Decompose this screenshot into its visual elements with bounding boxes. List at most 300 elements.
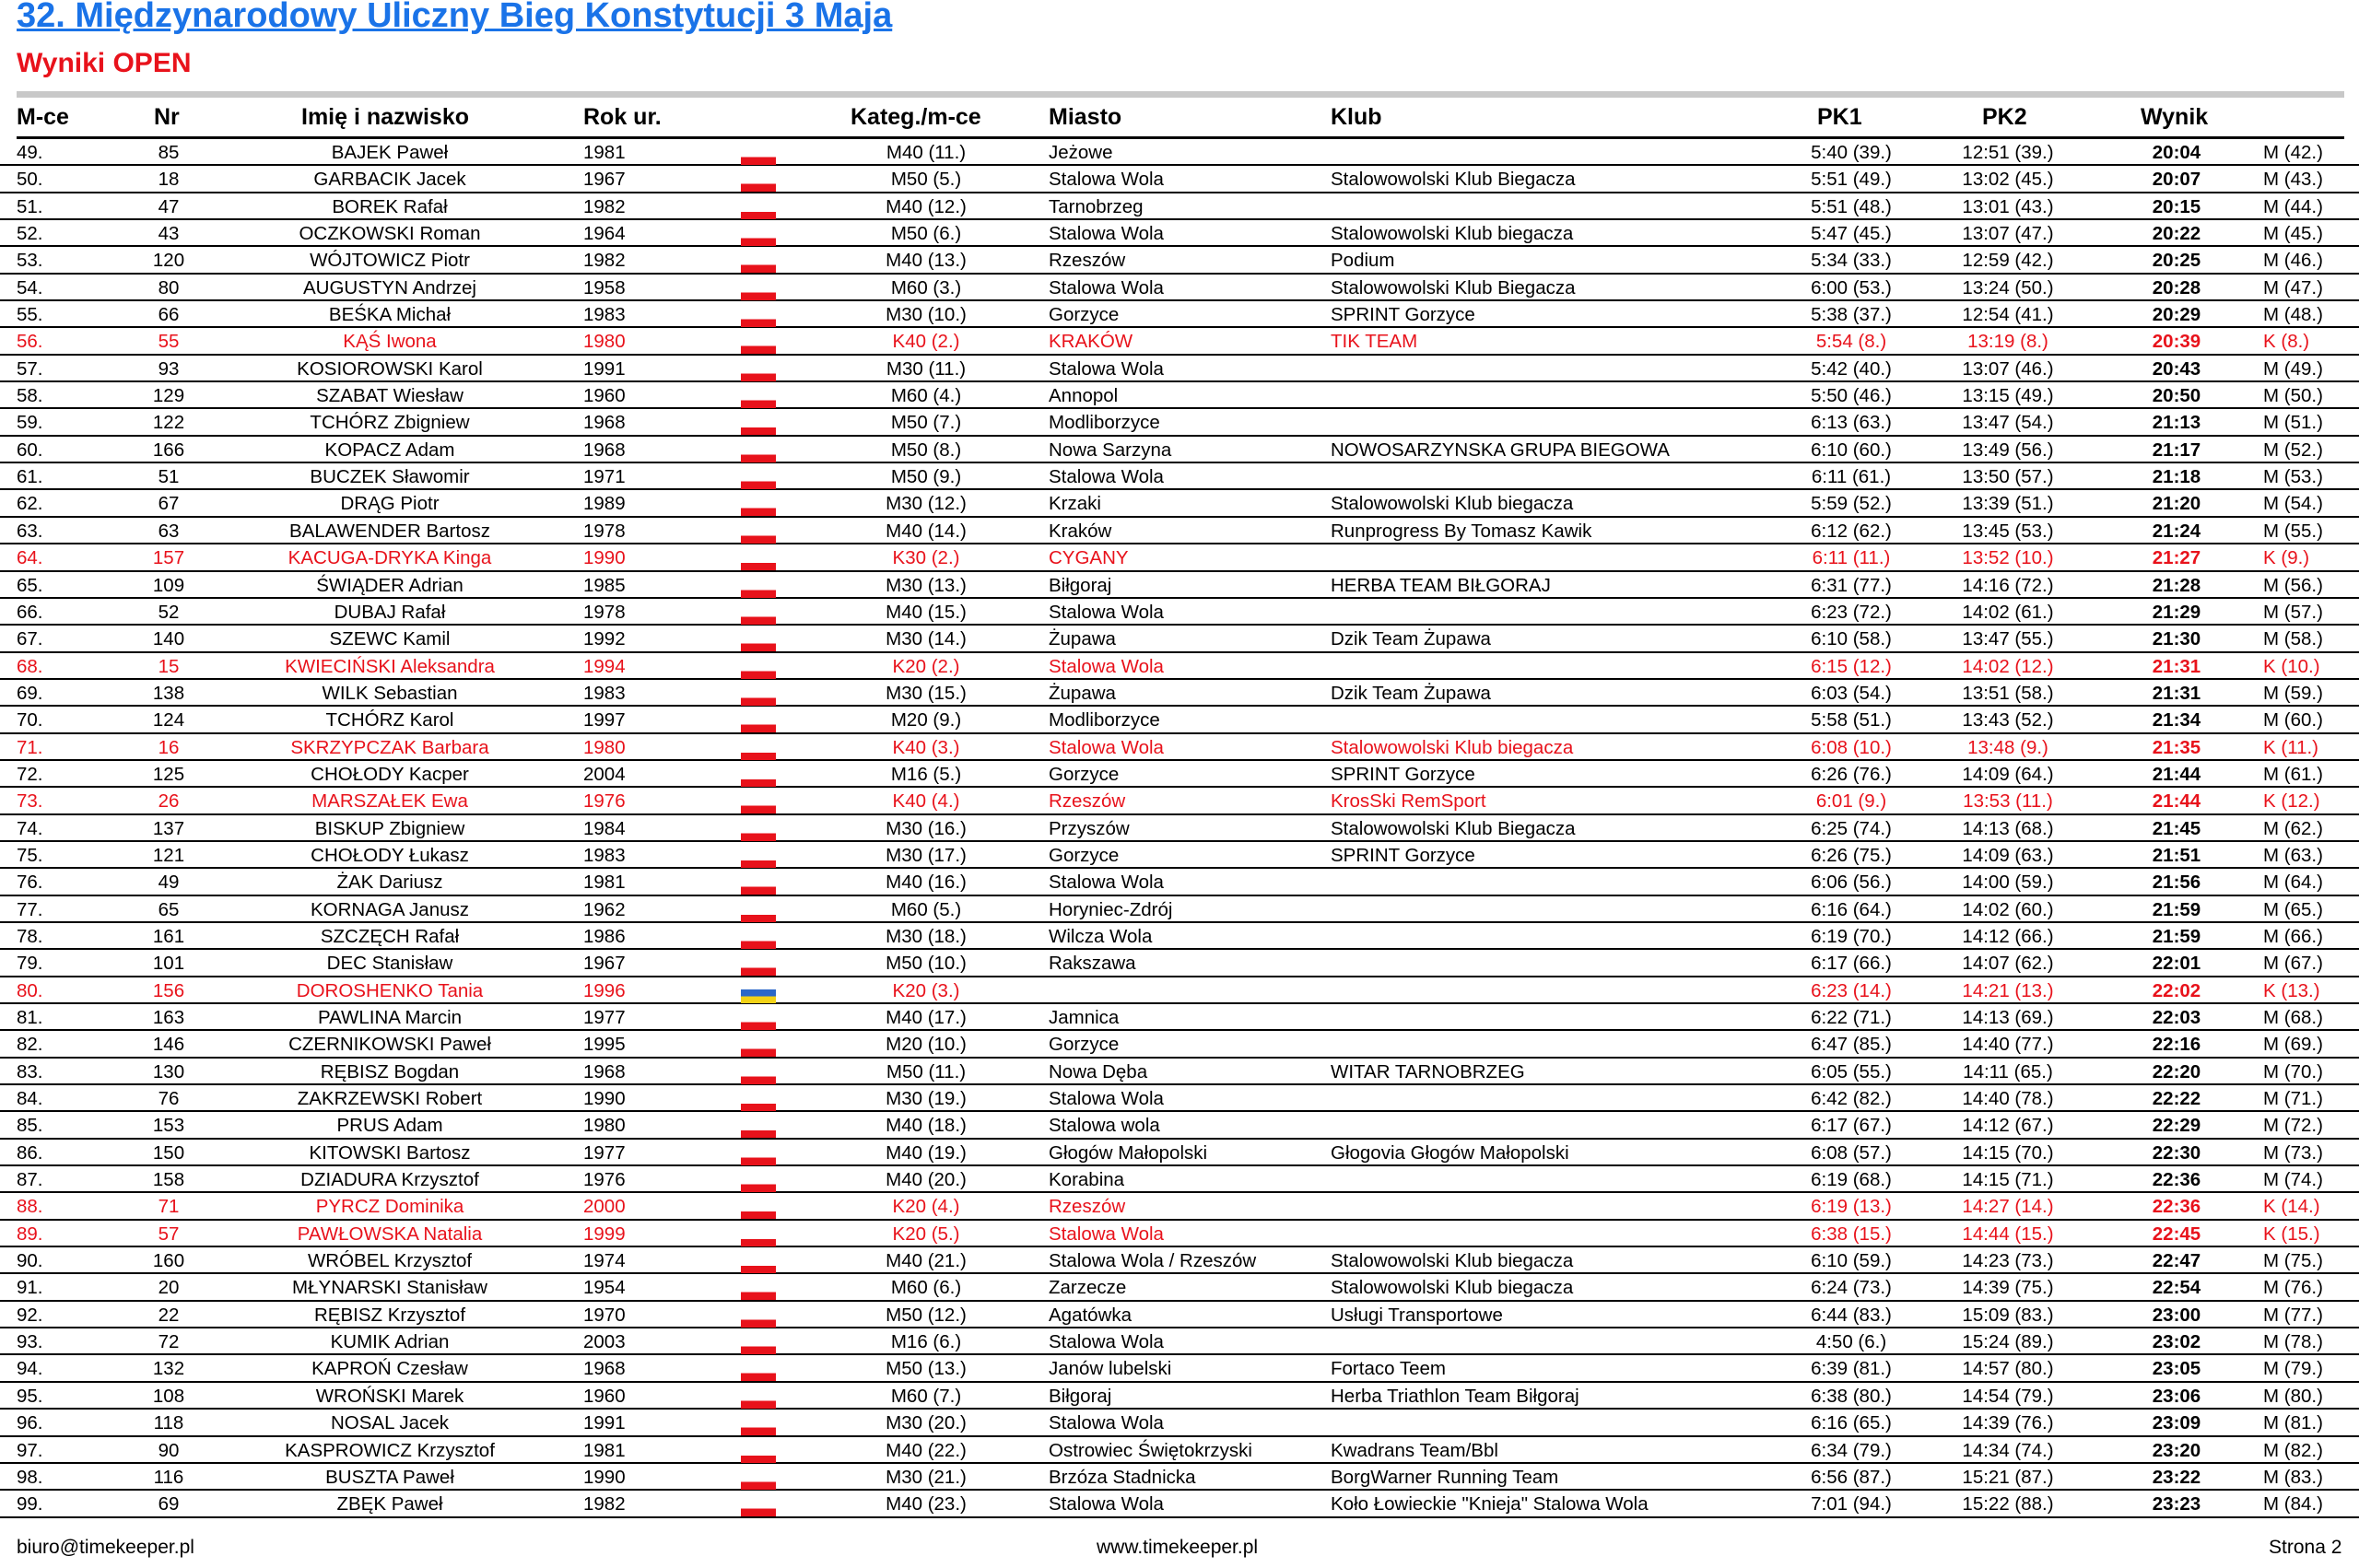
club: Stalowowolski Klub biegacza <box>1331 736 1574 758</box>
city: Stalowa Wola <box>1049 466 1164 488</box>
table-row: 65. 109 ŚWIĄDER Adrian 1985 M30 (13.) Biłgoraj HERBA TEAM BIŁGORAJ 6:31 (77.) 14:16 (72.) 21:28 M (56.) <box>0 572 2359 599</box>
table-row: 49. 85 BAJEK Paweł 1981 M40 (11.) Jeżowe 5:40 (39.) 12:51 (39.) 20:04 M (42.) <box>0 139 2359 166</box>
place: 85. <box>17 1115 43 1137</box>
poland-flag-icon <box>741 1016 776 1030</box>
birth-year: 1986 <box>583 925 626 947</box>
city: Stalowa Wola <box>1049 169 1164 191</box>
gender-place: M (51.) <box>2263 412 2323 434</box>
place: 61. <box>17 466 43 488</box>
birth-year: 2000 <box>583 1196 626 1218</box>
city: Wilcza Wola <box>1049 925 1153 947</box>
gender-place: M (43.) <box>2263 169 2323 191</box>
place: 70. <box>17 709 43 731</box>
place: 53. <box>17 250 43 272</box>
club: Herba Triathlon Team Biłgoraj <box>1331 1385 1579 1407</box>
place: 55. <box>17 304 43 326</box>
poland-flag-icon <box>741 1314 776 1328</box>
place: 99. <box>17 1493 43 1515</box>
place: 67. <box>17 628 43 650</box>
gender-place: M (79.) <box>2263 1358 2323 1380</box>
birth-year: 1982 <box>583 250 626 272</box>
birth-year: 1976 <box>583 790 626 813</box>
table-row: 85. 153 PRUS Adam 1980 M40 (18.) Stalowa wola 6:17 (67.) 14:12 (67.) 22:29 M (72.) <box>0 1112 2359 1139</box>
header-place: M-ce <box>17 104 69 130</box>
club: NOWOSARZYNSKA GRUPA BIEGOWA <box>1331 439 1670 461</box>
gender-place: M (70.) <box>2263 1060 2323 1082</box>
poland-flag-icon <box>741 1503 776 1516</box>
city: Stalowa Wola <box>1049 223 1164 245</box>
poland-flag-icon <box>741 1097 776 1111</box>
poland-flag-icon <box>741 854 776 868</box>
poland-flag-icon <box>741 556 776 570</box>
table-row: 88. 71 PYRCZ Dominika 2000 K20 (4.) Rzeszów 6:19 (13.) 14:27 (14.) 22:36 K (14.) <box>0 1193 2359 1220</box>
table-row: 68. 15 KWIECIŃSKI Aleksandra 1994 K20 (2.) Stalowa Wola 6:15 (12.) 14:02 (12.) 21:31 K (10.) <box>0 653 2359 680</box>
birth-year: 1968 <box>583 439 626 461</box>
table-row: 53. 120 WÓJTOWICZ Piotr 1982 M40 (13.) Rzeszów Podium 5:34 (33.) 12:59 (42.) 20:25 M (46.) <box>0 247 2359 274</box>
gender-place: M (57.) <box>2263 601 2323 623</box>
city: Modliborzyce <box>1049 412 1160 434</box>
birth-year: 1990 <box>583 1088 626 1110</box>
birth-year: 1995 <box>583 1034 626 1056</box>
table-row: 80. 156 DOROSHENKO Tania 1996 K20 (3.) 6:23 (14.) 14:21 (13.) 22:02 K (13.) <box>0 977 2359 1004</box>
birth-year: 1992 <box>583 628 626 650</box>
city: Ostrowiec Świętokrzyski <box>1049 1439 1252 1461</box>
gender-place: M (55.) <box>2263 520 2323 542</box>
table-row: 97. 90 KASPROWICZ Krzysztof 1981 M40 (22.) Ostrowiec Świętokrzyski Kwadrans Team/Bbl 6:34 (79.) 14:34 (74.) 23:20 M (82.) <box>0 1437 2359 1464</box>
birth-year: 1968 <box>583 412 626 434</box>
poland-flag-icon <box>741 259 776 273</box>
place: 94. <box>17 1358 43 1380</box>
club: HERBA TEAM BIŁGORAJ <box>1331 574 1551 596</box>
city: Głogów Małopolski <box>1049 1141 1208 1164</box>
city: Korabina <box>1049 1169 1125 1191</box>
poland-flag-icon <box>741 692 776 706</box>
table-row: 83. 130 RĘBISZ Bogdan 1968 M50 (11.) Nowa Dęba WITAR TARNOBRZEG 6:05 (55.) 14:11 (65.) 22:20 M (70.) <box>0 1059 2359 1085</box>
poland-flag-icon <box>741 1422 776 1435</box>
city: Gorzyce <box>1049 304 1120 326</box>
gender-place: M (66.) <box>2263 925 2323 947</box>
birth-year: 1960 <box>583 385 626 407</box>
gender-place: M (54.) <box>2263 493 2323 515</box>
table-row: 50. 18 GARBACIK Jacek 1967 M50 (5.) Stalowa Wola Stalowowolski Klub Biegacza 5:51 (49.) 13:02 (45.) 20:07 M (43.) <box>0 166 2359 193</box>
gender-place: M (50.) <box>2263 385 2323 407</box>
club: SPRINT Gorzyce <box>1331 763 1475 785</box>
gender-place: M (56.) <box>2263 574 2323 596</box>
poland-flag-icon <box>741 340 776 354</box>
place: 90. <box>17 1250 43 1272</box>
footer-email[interactable]: biuro@timekeeper.pl <box>17 1537 194 1558</box>
gender-place: M (49.) <box>2263 357 2323 380</box>
table-row: 91. 20 MŁYNARSKI Stanisław 1954 M60 (6.) Zarzecze Stalowowolski Klub biegacza 6:24 (73.) 14:39 (75.) 22:54 M (76.) <box>0 1274 2359 1301</box>
table-row: 82. 146 CZERNIKOWSKI Paweł 1995 M20 (10.) Gorzyce 6:47 (85.) 14:40 (77.) 22:16 M (69.) <box>0 1031 2359 1058</box>
place: 91. <box>17 1277 43 1299</box>
city: Żupawa <box>1049 628 1116 650</box>
gender-place: M (69.) <box>2263 1034 2323 1056</box>
club: Stalowowolski Klub biegacza <box>1331 1250 1574 1272</box>
city: Rzeszów <box>1049 250 1126 272</box>
place: 82. <box>17 1034 43 1056</box>
city: Stalowa Wola / Rzeszów <box>1049 1250 1257 1272</box>
header-category: Kateg./m-ce <box>851 104 981 130</box>
birth-year: 1958 <box>583 276 626 298</box>
table-row: 84. 76 ZAKRZEWSKI Robert 1990 M30 (19.) Stalowa Wola 6:42 (82.) 14:40 (78.) 22:22 M (71.) <box>0 1085 2359 1112</box>
club: TIK TEAM <box>1331 331 1418 353</box>
place: 65. <box>17 574 43 596</box>
birth-year: 1984 <box>583 817 626 839</box>
table-row: 90. 160 WRÓBEL Krzysztof 1974 M40 (21.) Stalowa Wola / Rzeszów Stalowowolski Klub biegacza 6:10 (59.) 14:23 (73.) 22:47 M (75.) <box>0 1247 2359 1274</box>
place: 62. <box>17 493 43 515</box>
birth-year: 1968 <box>583 1358 626 1380</box>
place: 57. <box>17 357 43 380</box>
city: Gorzyce <box>1049 1034 1120 1056</box>
gender-place: M (78.) <box>2263 1331 2323 1353</box>
poland-flag-icon <box>741 1286 776 1300</box>
table-row: 56. 55 KĄŚ Iwona 1980 K40 (2.) KRAKÓW TIK TEAM 5:54 (8.) 13:19 (8.) 20:39 K (8.) <box>0 328 2359 355</box>
place: 96. <box>17 1412 43 1434</box>
club: Fortaco Teem <box>1331 1358 1446 1380</box>
header-pk2: PK2 <box>1982 104 2027 130</box>
birth-year: 2003 <box>583 1331 626 1353</box>
poland-flag-icon <box>741 746 776 760</box>
club: Usługi Transportowe <box>1331 1304 1503 1326</box>
header-city: Miasto <box>1049 104 1122 130</box>
gender-place: K (11.) <box>2263 736 2318 758</box>
place: 81. <box>17 1007 43 1028</box>
city: Kraków <box>1049 520 1112 542</box>
poland-flag-icon <box>741 935 776 949</box>
table-row: 67. 140 SZEWC Kamil 1992 M30 (14.) Żupawa Dzik Team Żupawa 6:10 (58.) 13:47 (55.) 21:30 M (58.) <box>0 626 2359 652</box>
poland-flag-icon <box>741 1449 776 1463</box>
poland-flag-icon <box>741 421 776 435</box>
city: KRAKÓW <box>1049 331 1133 353</box>
poland-flag-icon <box>741 773 776 787</box>
table-row: 52. 43 OCZKOWSKI Roman 1964 M50 (6.) Stalowa Wola Stalowowolski Klub biegacza 5:47 (45.) 13:07 (47.) 20:22 M (45.) <box>0 220 2359 247</box>
poland-flag-icon <box>741 205 776 219</box>
poland-flag-icon <box>741 584 776 598</box>
birth-year: 2004 <box>583 763 626 785</box>
birth-year: 1983 <box>583 844 626 866</box>
club: Dzik Team Żupawa <box>1331 628 1491 650</box>
place: 86. <box>17 1141 43 1164</box>
club: KrosSki RemSport <box>1331 790 1486 813</box>
birth-year: 1997 <box>583 709 626 731</box>
gender-place: M (47.) <box>2263 276 2323 298</box>
birth-year: 1981 <box>583 872 626 894</box>
table-row: 60. 166 KOPACZ Adam 1968 M50 (8.) Nowa Sarzyna NOWOSARZYNSKA GRUPA BIEGOWA 6:10 (60.) 13:49 (56.) 21:17 M (52.) <box>0 437 2359 463</box>
city: Biłgoraj <box>1049 1385 1112 1407</box>
city: Horyniec-Zdrój <box>1049 898 1173 920</box>
birth-year: 1990 <box>583 547 626 569</box>
table-row: 74. 137 BISKUP Zbigniew 1984 M30 (16.) Przyszów Stalowowolski Klub Biegacza 6:25 (74.) 14:13 (68.) 21:45 M (62.) <box>0 815 2359 842</box>
poland-flag-icon <box>741 1476 776 1490</box>
birth-year: 1971 <box>583 466 626 488</box>
gender-place: M (61.) <box>2263 763 2323 785</box>
gender-place: M (48.) <box>2263 304 2323 326</box>
birth-year: 1982 <box>583 195 626 217</box>
table-header <box>0 104 2359 139</box>
gender-place: M (83.) <box>2263 1466 2323 1488</box>
poland-flag-icon <box>741 881 776 895</box>
birth-year: 1982 <box>583 1493 626 1515</box>
city: Janów lubelski <box>1049 1358 1172 1380</box>
table-row: 59. 122 TCHÓRZ Zbigniew 1968 M50 (7.) Modliborzyce 6:13 (63.) 13:47 (54.) 21:13 M (51.) <box>0 409 2359 436</box>
poland-flag-icon <box>741 1367 776 1381</box>
poland-flag-icon <box>741 151 776 165</box>
city: Agatówka <box>1049 1304 1133 1326</box>
place: 95. <box>17 1385 43 1407</box>
birth-year: 1968 <box>583 1060 626 1082</box>
gender-place: M (65.) <box>2263 898 2323 920</box>
table-row: 61. 51 BUCZEK Sławomir 1971 M50 (9.) Stalowa Wola 6:11 (61.) 13:50 (57.) 21:18 M (53.) <box>0 463 2359 490</box>
table-row: 71. 16 SKRZYPCZAK Barbara 1980 K40 (3.) Stalowa Wola Stalowowolski Klub biegacza 6:08 (10.) 13:48 (9.) 21:35 K (11.) <box>0 734 2359 761</box>
place: 50. <box>17 169 43 191</box>
table-row: 66. 52 DUBAJ Rafał 1978 M40 (15.) Stalowa Wola 6:23 (72.) 14:02 (61.) 21:29 M (57.) <box>0 599 2359 626</box>
city: Jamnica <box>1049 1007 1120 1028</box>
page-title[interactable]: 32. Międzynarodowy Uliczny Bieg Konstytucji 3 Maja <box>17 0 893 35</box>
city: Jeżowe <box>1049 142 1113 163</box>
table-row: 51. 47 BOREK Rafał 1982 M40 (12.) Tarnobrzeg 5:51 (48.) 13:01 (43.) 20:15 M (44.) <box>0 193 2359 220</box>
gender-place: M (77.) <box>2263 1304 2323 1326</box>
club: Stalowowolski Klub biegacza <box>1331 223 1574 245</box>
city: Stalowa Wola <box>1049 872 1164 894</box>
table-row: 87. 158 DZIADURA Krzysztof 1976 M40 (20.) Korabina 6:19 (68.) 14:15 (71.) 22:36 M (74.) <box>0 1166 2359 1193</box>
table-row: 77. 65 KORNAGA Janusz 1962 M60 (5.) Horyniec-Zdrój 6:16 (64.) 14:02 (60.) 21:59 M (65.) <box>0 896 2359 923</box>
city: Annopol <box>1049 385 1119 407</box>
club: Koło Łowieckie "Knieja" Stalowa Wola <box>1331 1493 1649 1515</box>
table-row: 92. 22 RĘBISZ Krzysztof 1970 M50 (12.) Agatówka Usługi Transportowe 6:44 (83.) 15:09 (83.) 23:00 M (77.) <box>0 1302 2359 1328</box>
gender-place: M (74.) <box>2263 1169 2323 1191</box>
ukraine-flag-icon <box>741 989 776 1003</box>
poland-flag-icon <box>741 449 776 462</box>
poland-flag-icon <box>741 719 776 732</box>
gender-place: M (42.) <box>2263 142 2323 163</box>
poland-flag-icon <box>741 908 776 922</box>
city: Stalowa Wola <box>1049 1223 1164 1245</box>
birth-year: 1985 <box>583 574 626 596</box>
table-row: 76. 49 ŻAK Dariusz 1981 M40 (16.) Stalowa Wola 6:06 (56.) 14:00 (59.) 21:56 M (64.) <box>0 869 2359 895</box>
club: Stalowowolski Klub biegacza <box>1331 1277 1574 1299</box>
city: Krzaki <box>1049 493 1101 515</box>
table-row: 78. 161 SZCZĘCH Rafał 1986 M30 (18.) Wilcza Wola 6:19 (70.) 14:12 (66.) 21:59 M (66.) <box>0 923 2359 950</box>
city: Stalowa Wola <box>1049 1412 1164 1434</box>
place: 92. <box>17 1304 43 1326</box>
poland-flag-icon <box>741 1071 776 1084</box>
gender-place: K (9.) <box>2263 547 2310 569</box>
gender-place: K (12.) <box>2263 790 2320 813</box>
gender-place: M (80.) <box>2263 1385 2323 1407</box>
place: 69. <box>17 682 43 704</box>
header-number: Nr <box>154 104 180 130</box>
club: Stalowowolski Klub Biegacza <box>1331 817 1576 839</box>
poland-flag-icon <box>741 368 776 381</box>
table-row: 62. 67 DRĄG Piotr 1989 M30 (12.) Krzaki Stalowowolski Klub biegacza 5:59 (52.) 13:39 (51.) 21:20 M (54.) <box>0 490 2359 517</box>
city: Tarnobrzeg <box>1049 195 1144 217</box>
club: Głogovia Głogów Małopolski <box>1331 1141 1569 1164</box>
birth-year: 1980 <box>583 1115 626 1137</box>
poland-flag-icon <box>741 475 776 489</box>
birth-year: 1962 <box>583 898 626 920</box>
birth-year: 1967 <box>583 169 626 191</box>
place: 56. <box>17 331 43 353</box>
table-row: 54. 80 AUGUSTYN Andrzej 1958 M60 (3.) Stalowa Wola Stalowowolski Klub Biegacza 6:00 (53.) 13:24 (50.) 20:28 M (47.) <box>0 275 2359 301</box>
poland-flag-icon <box>741 1259 776 1273</box>
place: 52. <box>17 223 43 245</box>
city: Żupawa <box>1049 682 1116 704</box>
birth-year: 1954 <box>583 1277 626 1299</box>
table-row: 81. 163 PAWLINA Marcin 1977 M40 (17.) Jamnica 6:22 (71.) 14:13 (69.) 22:03 M (68.) <box>0 1004 2359 1031</box>
table-row: 73. 26 MARSZAŁEK Ewa 1976 K40 (4.) Rzeszów KrosSki RemSport 6:01 (9.) 13:53 (11.) 21:44 K (12.) <box>0 788 2359 814</box>
gender-place: K (13.) <box>2263 979 2320 1001</box>
club: WITAR TARNOBRZEG <box>1331 1060 1525 1082</box>
poland-flag-icon <box>741 1395 776 1409</box>
birth-year: 1980 <box>583 736 626 758</box>
city: Biłgoraj <box>1049 574 1112 596</box>
birth-year: 1991 <box>583 1412 626 1434</box>
table-row: 64. 157 KACUGA-DRYKA Kinga 1990 K30 (2.) CYGANY 6:11 (11.) 13:52 (10.) 21:27 K (9.) <box>0 544 2359 571</box>
header-club: Klub <box>1331 104 1382 130</box>
table-row: 69. 138 WILK Sebastian 1983 M30 (15.) Żupawa Dzik Team Żupawa 6:03 (54.) 13:51 (58.) 21:31 M (59.) <box>0 680 2359 707</box>
gender-place: M (67.) <box>2263 953 2323 975</box>
poland-flag-icon <box>741 1152 776 1165</box>
place: 97. <box>17 1439 43 1461</box>
city: Stalowa Wola <box>1049 1493 1164 1515</box>
poland-flag-icon <box>741 394 776 408</box>
table-row: 93. 72 KUMIK Adrian 2003 M16 (6.) Stalowa Wola 4:50 (6.) 15:24 (89.) 23:02 M (78.) <box>0 1328 2359 1355</box>
city: Stalowa Wola <box>1049 357 1164 380</box>
place: 59. <box>17 412 43 434</box>
club: BorgWarner Running Team <box>1331 1466 1559 1488</box>
birth-year: 1964 <box>583 223 626 245</box>
gender-place: M (75.) <box>2263 1250 2323 1272</box>
place: 68. <box>17 655 43 677</box>
gender-place: M (53.) <box>2263 466 2323 488</box>
place: 98. <box>17 1466 43 1488</box>
place: 72. <box>17 763 43 785</box>
table-row: 96. 118 NOSAL Jacek 1991 M30 (20.) Stalowa Wola 6:16 (65.) 14:39 (76.) 23:09 M (81.) <box>0 1410 2359 1436</box>
city: Zarzecze <box>1049 1277 1127 1299</box>
poland-flag-icon <box>741 1233 776 1246</box>
birth-year: 1999 <box>583 1223 626 1245</box>
gender-place: M (62.) <box>2263 817 2323 839</box>
place: 49. <box>17 142 43 163</box>
header-pk1: PK1 <box>1817 104 1862 130</box>
table-row: 89. 57 PAWŁOWSKA Natalia 1999 K20 (5.) Stalowa Wola 6:38 (15.) 14:44 (15.) 22:45 K (15.) <box>0 1221 2359 1247</box>
city: Stalowa Wola <box>1049 1331 1164 1353</box>
gender-place: M (64.) <box>2263 872 2323 894</box>
birth-year: 1981 <box>583 1439 626 1461</box>
poland-flag-icon <box>741 1340 776 1354</box>
poland-flag-icon <box>741 313 776 327</box>
birth-year: 1978 <box>583 520 626 542</box>
birth-year: 1977 <box>583 1141 626 1164</box>
birth-year: 1991 <box>583 357 626 380</box>
gender-place: M (45.) <box>2263 223 2323 245</box>
place: 58. <box>17 385 43 407</box>
table-row: 98. 116 BUSZTA Paweł 1990 M30 (21.) Brzóza Stadnicka BorgWarner Running Team 6:56 (87.) 15:21 (87.) 23:22 M (83.) <box>0 1464 2359 1491</box>
gender-place: M (58.) <box>2263 628 2323 650</box>
place: 89. <box>17 1223 43 1245</box>
poland-flag-icon <box>741 665 776 679</box>
birth-year: 1974 <box>583 1250 626 1272</box>
birth-year: 1960 <box>583 1385 626 1407</box>
place: 73. <box>17 790 43 813</box>
city: Rakszawa <box>1049 953 1136 975</box>
place: 66. <box>17 601 43 623</box>
gender-place: M (73.) <box>2263 1141 2323 1164</box>
club: Stalowowolski Klub biegacza <box>1331 493 1574 515</box>
place: 88. <box>17 1196 43 1218</box>
place: 80. <box>17 979 43 1001</box>
table-row: 86. 150 KITOWSKI Bartosz 1977 M40 (19.) Głogów Małopolski Głogovia Głogów Małopolski 6:08 (57.) 14:15 (70.) 22:30 M (73.) <box>0 1140 2359 1166</box>
table-row: 58. 129 SZABAT Wiesław 1960 M60 (4.) Annopol 5:50 (46.) 13:15 (49.) 20:50 M (50.) <box>0 382 2359 409</box>
gender-place: M (63.) <box>2263 844 2323 866</box>
city: Gorzyce <box>1049 844 1120 866</box>
footer-website[interactable]: www.timekeeper.pl <box>1097 1537 1259 1558</box>
city: Modliborzyce <box>1049 709 1160 731</box>
place: 63. <box>17 520 43 542</box>
place: 76. <box>17 872 43 894</box>
club: SPRINT Gorzyce <box>1331 304 1475 326</box>
header-birth-year: Rok ur. <box>583 104 662 130</box>
table-row: 57. 93 KOSIOROWSKI Karol 1991 M30 (11.) Stalowa Wola 5:42 (40.) 13:07 (46.) 20:43 M (49.) <box>0 356 2359 382</box>
city: Stalowa wola <box>1049 1115 1160 1137</box>
gender-place: K (8.) <box>2263 331 2310 353</box>
poland-flag-icon <box>741 1043 776 1057</box>
city: Stalowa Wola <box>1049 601 1164 623</box>
table-row: 79. 101 DEC Stanisław 1967 M50 (10.) Rakszawa 6:17 (66.) 14:07 (62.) 22:01 M (67.) <box>0 950 2359 977</box>
club: Podium <box>1331 250 1395 272</box>
club: Stalowowolski Klub Biegacza <box>1331 276 1576 298</box>
gender-place: M (71.) <box>2263 1088 2323 1110</box>
poland-flag-icon <box>741 287 776 300</box>
place: 84. <box>17 1088 43 1110</box>
gender-place: M (60.) <box>2263 709 2323 731</box>
poland-flag-icon <box>741 962 776 976</box>
gender-place: M (81.) <box>2263 1412 2323 1434</box>
city: Rzeszów <box>1049 1196 1126 1218</box>
city: Stalowa Wola <box>1049 655 1164 677</box>
birth-year: 1990 <box>583 1466 626 1488</box>
gender-place: M (68.) <box>2263 1007 2323 1028</box>
birth-year: 1983 <box>583 304 626 326</box>
birth-year: 1981 <box>583 142 626 163</box>
city: CYGANY <box>1049 547 1129 569</box>
poland-flag-icon <box>741 1124 776 1138</box>
city: Stalowa Wola <box>1049 276 1164 298</box>
gender-place: M (76.) <box>2263 1277 2323 1299</box>
place: 83. <box>17 1060 43 1082</box>
birth-year: 1970 <box>583 1304 626 1326</box>
gender-place: M (46.) <box>2263 250 2323 272</box>
poland-flag-icon <box>741 178 776 192</box>
club: Kwadrans Team/Bbl <box>1331 1439 1498 1461</box>
footer-page-number: Strona 2 <box>2269 1537 2342 1558</box>
poland-flag-icon <box>741 638 776 651</box>
city: Brzóza Stadnicka <box>1049 1466 1196 1488</box>
table-row: 55. 66 BEŚKA Michał 1983 M30 (10.) Gorzyce SPRINT Gorzyce 5:38 (37.) 12:54 (41.) 20:29 M (48.) <box>0 301 2359 328</box>
table-row: 72. 125 CHOŁODY Kacper 2004 M16 (5.) Gorzyce SPRINT Gorzyce 6:26 (76.) 14:09 (64.) 21:44 M (61.) <box>0 761 2359 788</box>
birth-year: 1980 <box>583 331 626 353</box>
gender-place: M (72.) <box>2263 1115 2323 1137</box>
gender-place: M (44.) <box>2263 195 2323 217</box>
table-row: 63. 63 BALAWENDER Bartosz 1978 M40 (14.) Kraków Runprogress By Tomasz Kawik 6:12 (62.) 13:45 (53.) 21:24 M (55.) <box>0 518 2359 544</box>
page-subtitle: Wyniki OPEN <box>17 48 192 78</box>
place: 51. <box>17 195 43 217</box>
city: Rzeszów <box>1049 790 1126 813</box>
city: Nowa Dęba <box>1049 1060 1148 1082</box>
birth-year: 1994 <box>583 655 626 677</box>
poland-flag-icon <box>741 611 776 625</box>
